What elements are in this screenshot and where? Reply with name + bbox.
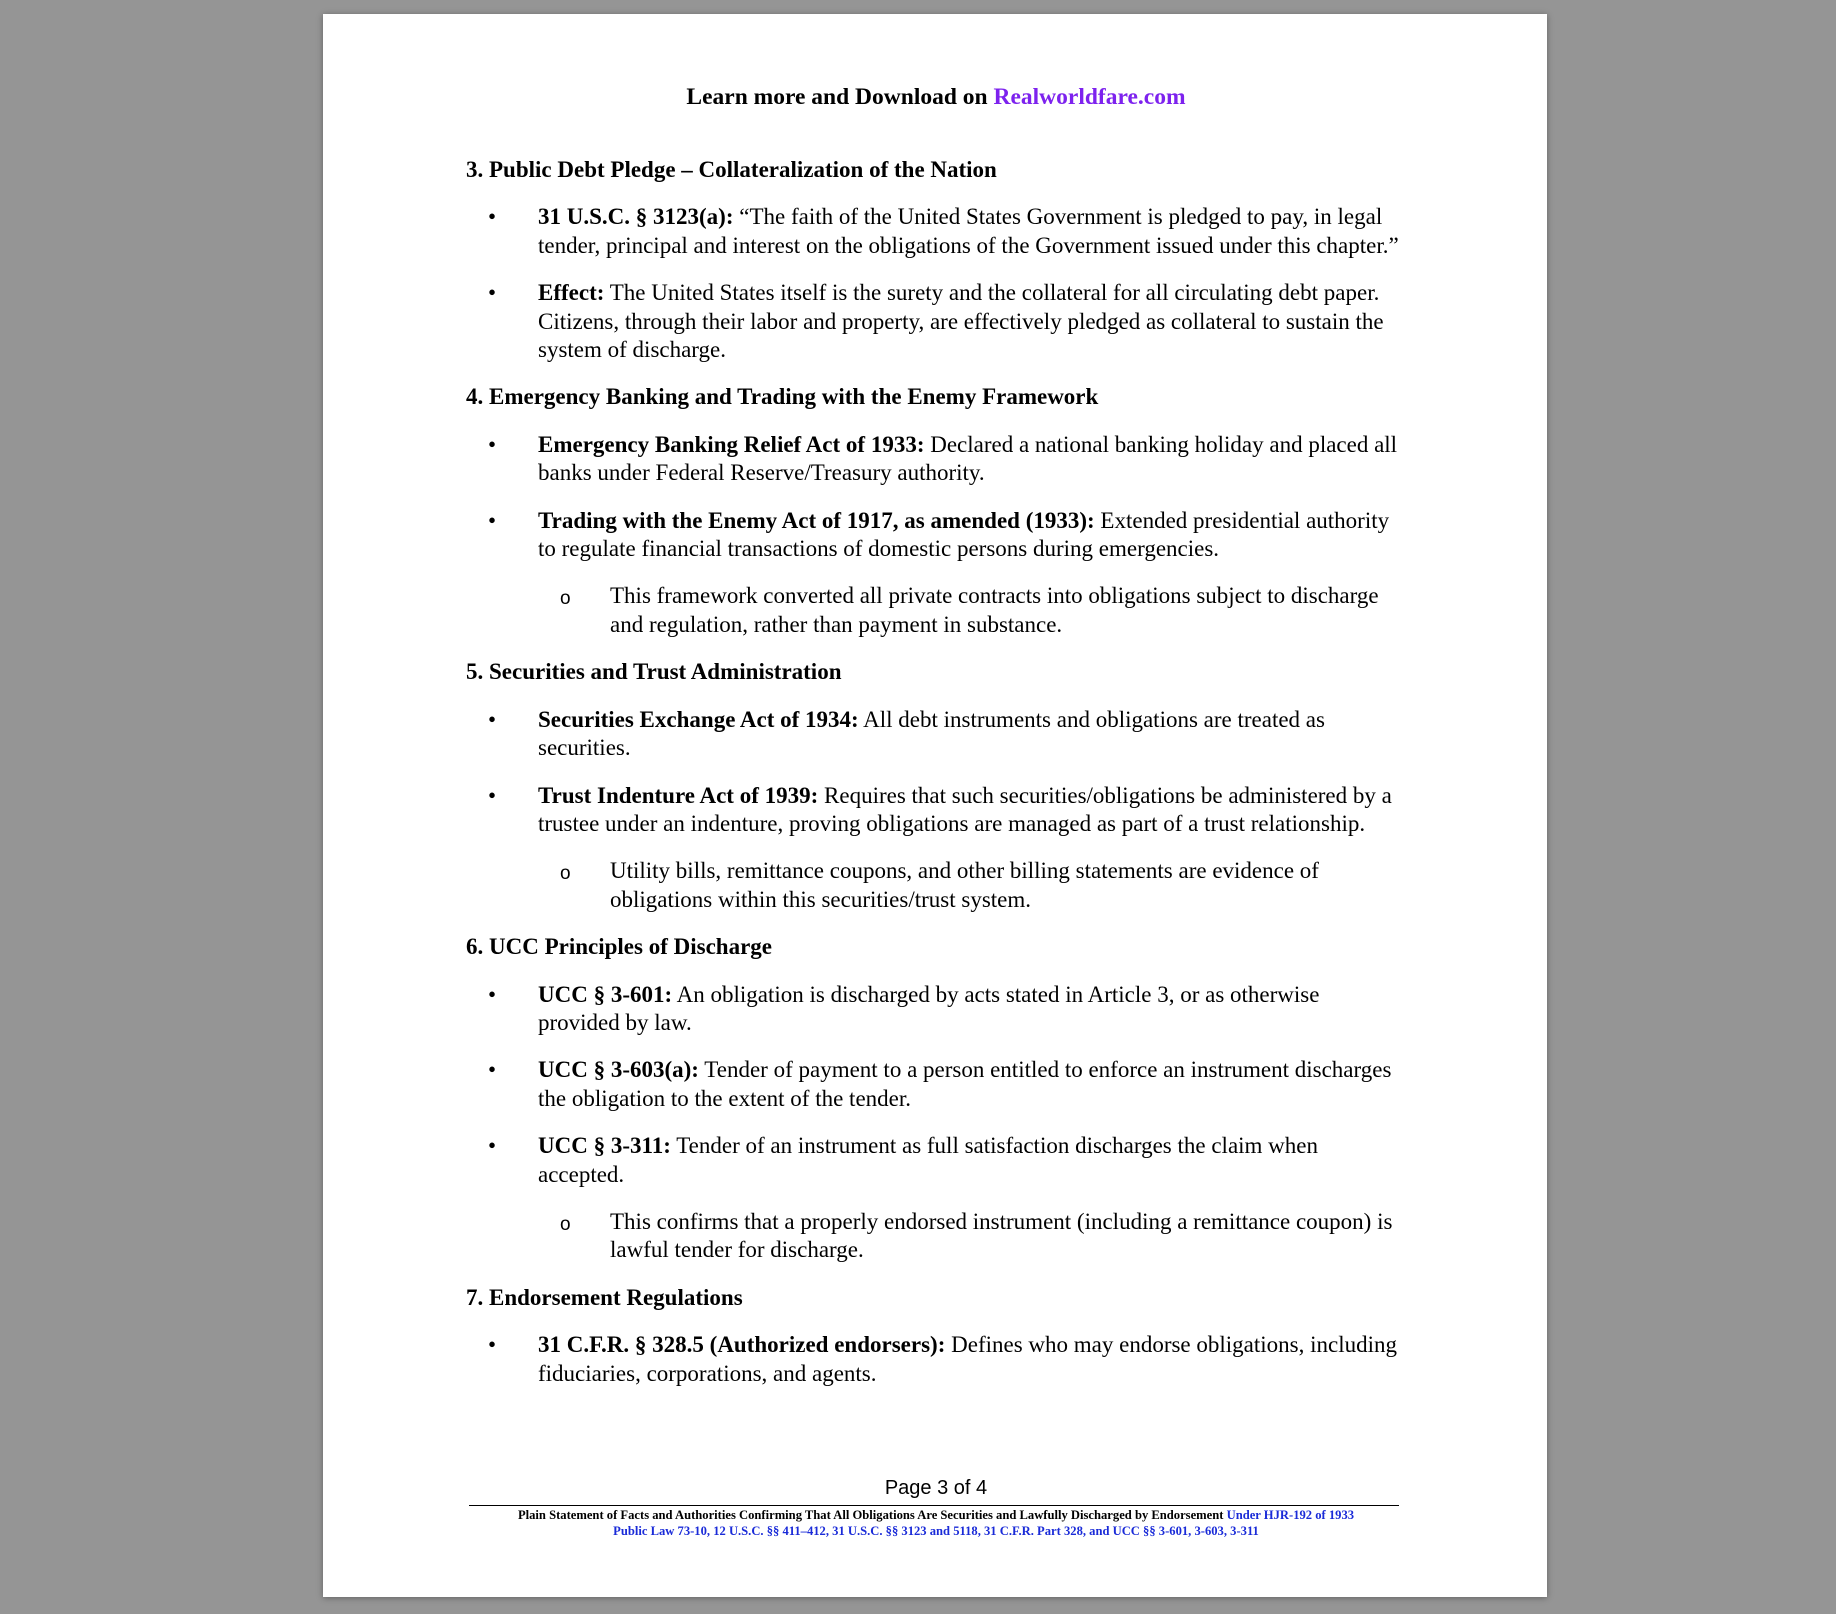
- download-banner: [466, 84, 1406, 111]
- bullet-label: UCC § 3-601:: [538, 981, 673, 1007]
- footer-title: Plain Statement of Facts and Authorities Confirming That All Obligations Are Securities and Lawfully Discharged by Endorsement: [517, 1508, 1227, 1522]
- bullet-item: [466, 706, 1406, 763]
- bullet-label: 31 U.S.C. § 3123(a):: [538, 204, 734, 230]
- sub-bullet-item: [466, 582, 1406, 639]
- section-heading: 7. Endorsement Regulations: [466, 1284, 743, 1310]
- bullet-label: Trading with the Enemy Act of 1917, as amended (1933):: [538, 507, 1095, 533]
- bullet-item: [466, 1331, 1406, 1388]
- bullet-marker: •: [488, 204, 497, 230]
- section-heading: 6. UCC Principles of Discharge: [466, 934, 772, 960]
- sub-bullet-item: [466, 857, 1406, 914]
- bullet-marker: •: [488, 280, 497, 306]
- section-heading: 5. Securities and Trust Administration: [466, 659, 842, 685]
- sub-bullet-text: This confirms that a properly endorsed instrument (including a remittance coupon) is lawful tender for discharge.: [610, 1208, 1393, 1263]
- bullet-label: UCC § 3-311:: [538, 1133, 671, 1159]
- bullet-text: Requires that such securities/obligations be administered by a trustee under an indenture, proving obligations are managed as part of a trust relationship.: [538, 782, 1392, 836]
- sub-bullet-marker: o: [560, 1213, 571, 1235]
- bullet-label: Trust Indenture Act of 1939:: [538, 782, 819, 808]
- bullet-text: An obligation is discharged by acts stated in Article 3, or as otherwise provided by law.: [538, 981, 1320, 1035]
- bullet-label: Emergency Banking Relief Act of 1933:: [538, 431, 925, 457]
- bullet-marker: •: [488, 981, 497, 1007]
- section-heading: 3. Public Debt Pledge – Collateralization of the Nation: [466, 157, 997, 182]
- footer-citation-1: Under HJR-192 of 1933: [1226, 1508, 1355, 1522]
- bullet-item: [466, 279, 1406, 364]
- bullet-text: Tender of payment to a person entitled to enforce an instrument discharges the obligation to the extent of the tender.: [538, 1057, 1392, 1111]
- page-footer: [466, 1507, 1406, 1539]
- sub-bullet-marker: o: [560, 863, 571, 885]
- document-body: [466, 156, 1406, 1407]
- bullet-marker: •: [488, 431, 497, 457]
- bullet-label: Effect:: [538, 280, 605, 306]
- sub-bullet-text: Utility bills, remittance coupons, and other billing statements are evidence of obligations within this securities/trust system.: [610, 858, 1319, 912]
- document-page: [323, 14, 1547, 1597]
- bullet-item: [466, 1056, 1406, 1113]
- sub-bullet-text: This framework converted all private contracts into obligations subject to discharge and regulation, rather than payment in substance.: [610, 583, 1379, 637]
- bullet-text: Declared a national banking holiday and placed all banks under Federal Reserve/Treasury authority.: [538, 431, 1398, 486]
- sub-bullet-item: [466, 1208, 1406, 1265]
- bullet-item: [466, 782, 1406, 839]
- bullet-text: Defines who may endorse obligations, including fiduciaries, corporations, and agents.: [538, 1332, 1397, 1386]
- bullet-marker: •: [488, 1057, 497, 1083]
- bullet-text: Extended presidential authority to regulate financial transactions of domestic persons during emergencies.: [538, 507, 1390, 562]
- bullet-marker: •: [488, 1332, 497, 1358]
- section-heading: 4. Emergency Banking and Trading with the Enemy Framework: [466, 384, 1099, 410]
- bullet-item: [466, 203, 1406, 260]
- bullet-marker: •: [488, 706, 497, 732]
- bullet-text: All debt instruments and obligations are treated as securities.: [538, 706, 1325, 761]
- footer-divider: [469, 1505, 1399, 1506]
- bullet-marker: •: [488, 507, 497, 533]
- bullet-item: [466, 431, 1406, 488]
- bullet-text: The United States itself is the surety and the collateral for all circulating debt paper. Citizens, through their labor and property, are effectively pledged as collateral to sustain the system of discharge.: [538, 280, 1384, 363]
- sub-bullet-marker: o: [560, 588, 571, 610]
- footer-citation-2: Public Law 73-10, 12 U.S.C. §§ 411–412, 31 U.S.C. §§ 3123 and 5118, 31 C.F.R. Part 328, and UCC §§ 3-601, 3-603, 3-311: [613, 1524, 1259, 1538]
- bullet-item: [466, 981, 1406, 1038]
- bullet-marker: •: [488, 1133, 497, 1159]
- bullet-label: UCC § 3-603(a):: [538, 1057, 699, 1083]
- bullet-text: “The faith of the United States Government is pledged to pay, in legal tender, principal and interest on the obligations of the Government issued under this chapter.”: [538, 204, 1399, 258]
- bullet-item: [466, 1132, 1406, 1189]
- bullet-marker: •: [488, 782, 497, 808]
- bullet-item: [466, 507, 1406, 564]
- page-number: Page 3 of 4: [884, 1477, 988, 1499]
- banner-prefix: Learn more and Download on: [686, 84, 994, 110]
- bullet-label: 31 C.F.R. § 328.5 (Authorized endorsers):: [538, 1332, 946, 1358]
- bullet-text: Tender of an instrument as full satisfaction discharges the claim when accepted.: [538, 1133, 1319, 1187]
- bullet-label: Securities Exchange Act of 1934:: [538, 706, 859, 732]
- site-link[interactable]: Realworldfare.com: [993, 84, 1186, 110]
